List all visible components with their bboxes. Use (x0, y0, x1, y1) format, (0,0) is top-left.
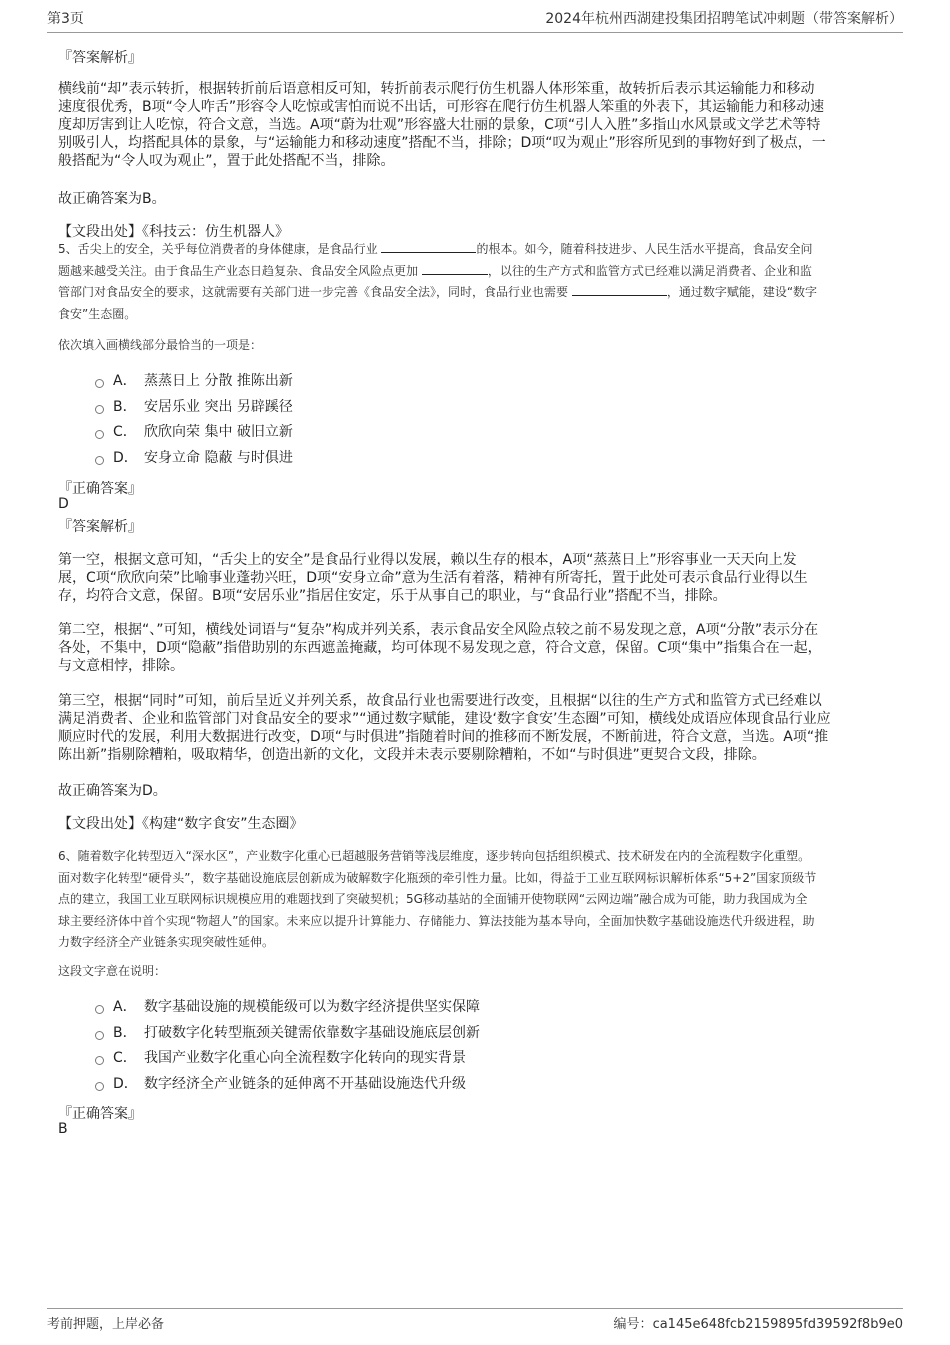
page-number: 第3页 (47, 11, 84, 27)
text-segment: 题越来越受关注。由于食品生产业态日趋复杂、食品安全风险点更加 (58, 263, 422, 278)
text-line: 别吸引人，均搭配具体的景象，与“运输能力和移动速度”搭配不当，排除；D项“叹为观止”形容所见到的事物好到了极点，一 (58, 135, 826, 151)
option-key: D． (113, 1076, 138, 1092)
radio-icon[interactable] (95, 1005, 104, 1014)
text-line (58, 261, 817, 283)
text-line: 满足消费者、企业和监管部门对食品安全的要求”“通过数字赋能，建设‘数字食安’生态圈”可知，横线处成语应体现食品行业应 (58, 711, 831, 727)
radio-icon[interactable] (95, 1082, 104, 1091)
q5-option-b[interactable] (95, 395, 293, 417)
option-key: D． (113, 450, 138, 466)
q5-source: 【文段出处】《构建“数字食安”生态圈》 (58, 816, 304, 832)
text-segment: 食安”生态圈。 (58, 306, 137, 321)
text-line: 存，均符合文意，保留。B项“安居乐业”指居住安定，乐于从事自己的职业，与“食品行业”搭配不当，排除。 (58, 588, 727, 604)
option-key: B． (113, 1025, 137, 1041)
text-line: 球主要经济体中首个实现“物超人”的国家。未来应以提升计算能力、存储能力、算法技能为基本导向，全面加快数字基础设施迭代升级进程，助 (58, 913, 815, 928)
q6-option-c[interactable] (95, 1046, 466, 1068)
text-line: 第二空，根据“、”可知，横线处词语与“复杂”构成并列关系，表示食品安全风险点较之前不易发现之意，A项“分散”表示分在 (58, 622, 819, 638)
footer-slogan: 考前押题，上岸必备 (47, 1317, 165, 1332)
prev-source: 【文段出处】《科技云：仿生机器人》 (58, 224, 289, 240)
option-key: A． (113, 999, 137, 1015)
radio-icon[interactable] (95, 1031, 104, 1040)
text-line: 展，C项“欣欣向荣”比喻事业蓬勃兴旺，D项“安身立命”意为生活有着落，精神有所寄托，置于此处可表示食品行业得以生 (58, 570, 808, 586)
q5-analysis-p3 (58, 692, 831, 764)
prev-conclusion: 故正确答案为B。 (58, 191, 166, 207)
q5-analysis-label: 『答案解析』 (58, 519, 142, 535)
q5-analysis-p1 (58, 551, 808, 605)
fill-in-blank (572, 283, 667, 296)
q5-conclusion: 故正确答案为D。 (58, 783, 167, 799)
text-line: 6、随着数字化转型迈入“深水区”，产业数字化重心已超越服务营销等浅层维度，逐步转向包括组织模式、技术研发在内的全流程数字化重塑。 (58, 849, 811, 863)
q6-option-b[interactable] (95, 1021, 480, 1043)
footer-code-label: 编号： (613, 1317, 653, 1332)
text-line: 第一空，根据文意可知，“舌尖上的安全”是食品行业得以发展，赖以生存的根本，A项“蒸蒸日上”形容事业一天天向上发 (58, 552, 797, 568)
text-line: 第三空，根据“同时”可知，前后呈近义并列关系，故食品行业也需要进行改变，且根据“以往的生产方式和监管方式已经难以 (58, 693, 822, 709)
text-line (58, 304, 817, 326)
fill-in-blank (422, 262, 488, 275)
question-5-text (58, 239, 817, 325)
document-title: 2024年杭州西湖建投集团招聘笔试冲刺题（带答案解析） (545, 11, 903, 27)
text-line: 各处，不集中，D项“隐蔽”指借助别的东西遮盖掩藏，均可体现不易发现之意，符合文意，保留。C项“集中”指集合在一起， (58, 640, 822, 656)
text-line: 陈出新”指剔除糟粕，吸取精华，创造出新的文化，文段并未表示要剔除糟粕，不如“与时俱进”更契合文段，排除。 (58, 747, 766, 763)
radio-icon[interactable] (95, 1056, 104, 1065)
q6-option-a[interactable] (95, 995, 480, 1017)
q5-option-c[interactable] (95, 420, 293, 442)
option-key: A． (113, 373, 137, 389)
q6-option-d[interactable] (95, 1072, 466, 1094)
text-line: 般搭配为“令人叹为观止”，置于此处搭配不当，排除。 (58, 153, 395, 169)
text-segment: ，以往的生产方式和监管方式已经难以满足消费者、企业和监 (487, 263, 812, 278)
option-key: C． (113, 424, 137, 440)
question-6-prompt: 这段文字意在说明： (58, 964, 167, 978)
footer-code-value: ca145e648fcb2159895fd39592f8b9e0 (652, 1317, 903, 1332)
q5-option-a[interactable] (95, 369, 293, 391)
text-line: 与文意相悖，排除。 (58, 658, 184, 674)
text-line: 点的建立，我国工业互联网标识规模应用的难题找到了突破契机；5G移动基站的全面铺开使物联网“云网边端”融合成为可能，助力我国成为全 (58, 892, 808, 906)
option-text: 安身立命 隐蔽 与时俱进 (144, 450, 293, 466)
analysis-label: 『答案解析』 (58, 50, 142, 66)
option-key: C． (113, 1050, 137, 1066)
radio-icon[interactable] (95, 405, 104, 414)
text-line: 横线前“却”表示转折，根据转折前后语意相反可知，转折前表示爬行仿生机器人体形笨重，故转折后表示其运输能力和移动 (58, 81, 815, 97)
option-text: 打破数字化转型瓶颈关键需依靠数字基础设施底层创新 (144, 1025, 480, 1041)
radio-icon[interactable] (95, 430, 104, 439)
q5-answer: D (58, 496, 69, 512)
text-segment: ，通过数字赋能，建设“数字 (666, 285, 818, 299)
footer-code (614, 1313, 903, 1332)
text-segment: 5、舌尖上的安全，关乎每位消费者的身体健康，是食品行业 (58, 242, 382, 256)
text-line: 力数字经济全产业链条实现突破性延伸。 (58, 935, 275, 949)
text-line (58, 239, 817, 261)
option-key: B． (113, 399, 137, 415)
option-text: 欣欣向荣 集中 破旧立新 (144, 424, 293, 440)
radio-icon[interactable] (95, 456, 104, 465)
option-text: 数字基础设施的规模能级可以为数字经济提供坚实保障 (144, 999, 480, 1015)
fill-in-blank (381, 240, 476, 253)
text-line: 度却厉害到让人吃惊，符合文意，当选。A项“蔚为壮观”形容盛大壮丽的景象，C项“引人入胜”多指山水风景或文学艺术等特 (58, 117, 821, 133)
question-5-prompt: 依次填入画横线部分最恰当的一项是： (58, 338, 263, 352)
option-text: 我国产业数字化重心向全流程数字化转向的现实背景 (144, 1050, 466, 1066)
q6-answer-label: 『正确答案』 (58, 1106, 142, 1122)
question-6-text (58, 846, 816, 954)
text-segment: 管部门对食品安全的要求，这就需要有关部门进一步完善《食品安全法》，同时，食品行业也需要 (58, 285, 572, 299)
footer-divider (47, 1308, 903, 1309)
text-segment: 的根本。如今，随着科技进步、人民生活水平提高，食品安全问 (476, 242, 813, 256)
text-line: 面对数字化转型“硬骨头”，数字基础设施底层创新成为破解数字化瓶颈的牵引性力量。比如，得益于工业互联网标识解析体系“5+2”国家顶级节 (58, 870, 817, 885)
option-text: 安居乐业 突出 另辟蹊径 (144, 399, 293, 415)
q5-analysis-p2 (58, 621, 822, 675)
text-line (58, 282, 817, 304)
q5-option-d[interactable] (95, 446, 293, 468)
text-line: 速度很优秀，B项“令人咋舌”形容令人吃惊或害怕而说不出话，可形容在爬行仿生机器人笨重的外表下，其运输能力和移动速 (58, 99, 825, 115)
q5-answer-label: 『正确答案』 (58, 481, 142, 497)
header-divider (47, 32, 903, 33)
q6-answer: B (58, 1121, 68, 1137)
prev-analysis-paragraph (58, 80, 826, 170)
option-text: 数字经济全产业链条的延伸离不开基础设施迭代升级 (144, 1076, 466, 1092)
radio-icon[interactable] (95, 379, 104, 388)
option-text: 蒸蒸日上 分散 推陈出新 (144, 373, 293, 389)
text-line: 顺应时代的发展，利用大数据进行改变，D项“与时俱进”指随着时间的推移而不断发展，不断前进，符合文意，当选。A项“推 (58, 729, 829, 745)
